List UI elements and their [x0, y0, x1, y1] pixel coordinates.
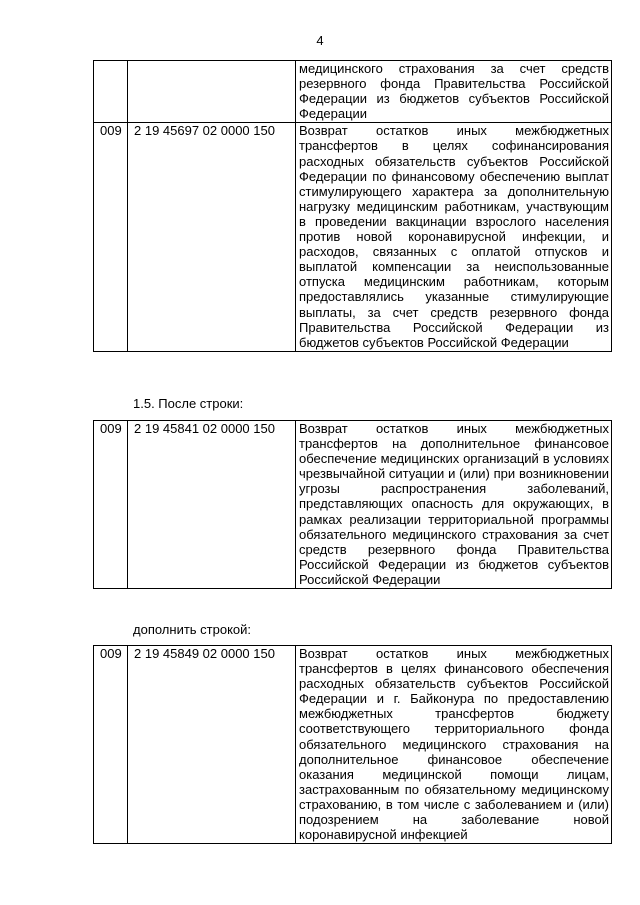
- budget-code-cell: 2 19 45697 02 0000 150: [128, 123, 296, 351]
- budget-code-cell: [128, 61, 296, 123]
- admin-code-cell: 009: [94, 123, 128, 351]
- page-number: 4: [316, 33, 324, 48]
- admin-code-cell: [94, 61, 128, 123]
- budget-codes-table-new: [93, 645, 612, 844]
- table-row: [94, 123, 612, 351]
- description-cell: медицинского страхования за счет средств резервного фонда Правительства Российской Федерации из бюджетов субъектов Российской Федерации: [296, 61, 612, 123]
- table-row: [94, 421, 612, 589]
- budget-code-cell: 2 19 45841 02 0000 150: [128, 421, 296, 589]
- budget-code-cell: 2 19 45849 02 0000 150: [128, 646, 296, 844]
- description-cell: Возврат остатков иных межбюджетных трансфертов в целях финансового обеспечения расходных обязательств субъектов Российской Федерации и г. Байконура по предоставлению межбюджетных трансфертов бюджету соответствующего территориального фонда обязательного медицинского страхования на дополнительное финансовое обеспечение оказания медицинской помощи лицам, застрахованным по обязательному медицинскому страхованию, в том числе с заболеванием и (или) подозрением на заболевание новой коронавирусной инфекцией: [296, 646, 612, 844]
- table-row: [94, 646, 612, 844]
- budget-codes-table-continued: [93, 60, 612, 352]
- paragraph-add-row: дополнить строкой:: [133, 622, 252, 637]
- budget-codes-table-reference: [93, 420, 612, 589]
- description-cell: Возврат остатков иных межбюджетных трансфертов в целях софинансирования расходных обязательств субъектов Российской Федерации по финансовому обеспечению выплат стимулирующего характера за дополнительную нагрузку медицинским работникам, участвующим в проведении вакцинации взрослого населения против новой коронавирусной инфекции, и расходов, связанных с оплатой отпусков и выплатой компенсации за неиспользованные отпуска медицинским работникам, которым предоставлялись указанные стимулирующие выплаты, за счет средств резервного фонда Правительства Российской Федерации из бюджетов субъектов Российской Федерации: [296, 123, 612, 351]
- admin-code-cell: 009: [94, 646, 128, 844]
- table-row: [94, 61, 612, 123]
- description-cell: Возврат остатков иных межбюджетных трансфертов на дополнительное финансовое обеспечение медицинских организаций в условиях чрезвычайной ситуации и (или) при возникновении угрозы распространения заболеваний, представляющих опасность для окружающих, в рамках реализации территориальной программы обязательного медицинского страхования за счет средств резервного фонда Правительства Российской Федерации из бюджетов субъектов Российской Федерации: [296, 421, 612, 589]
- paragraph-after-row: 1.5. После строки:: [133, 396, 244, 411]
- admin-code-cell: 009: [94, 421, 128, 589]
